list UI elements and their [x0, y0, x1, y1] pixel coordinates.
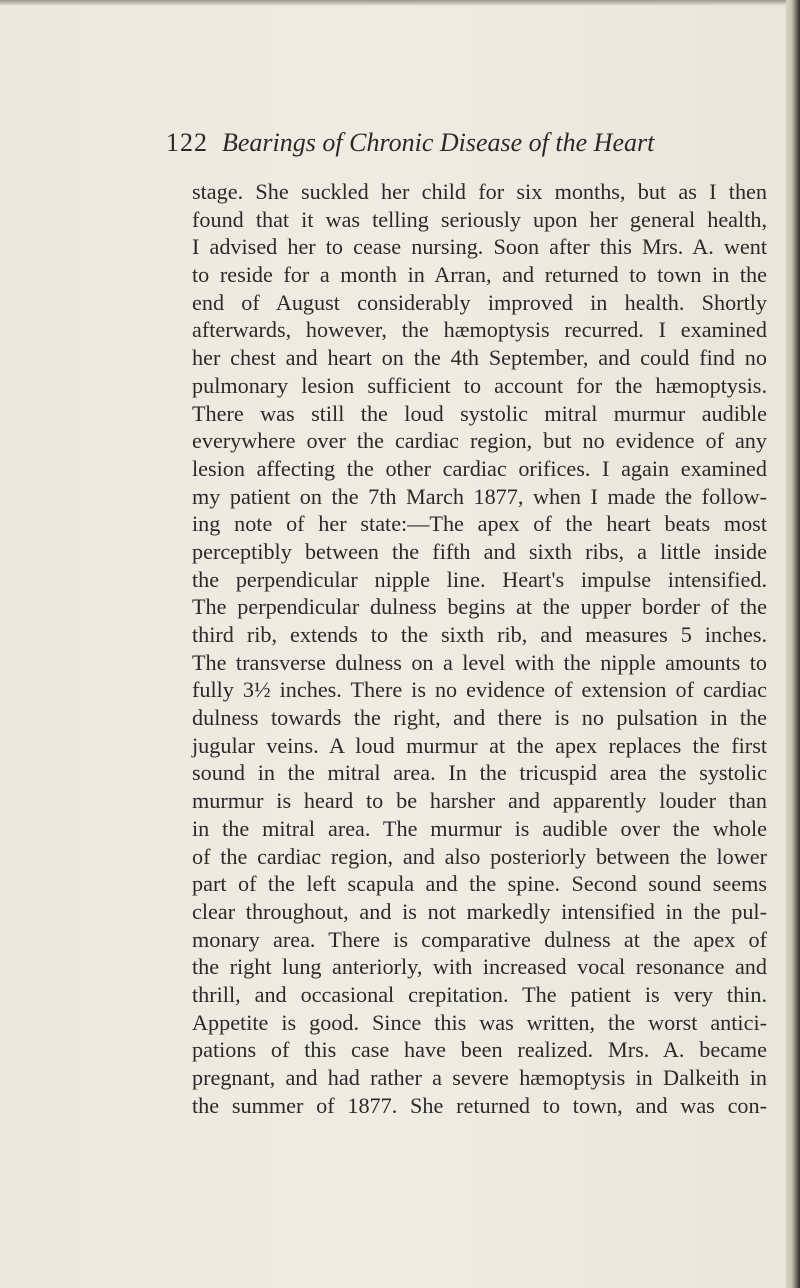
text-line: lesion affecting the other cardiac orifices. I again examined — [192, 455, 767, 481]
text-line: murmur is heard to be harsher and apparently louder than — [192, 788, 767, 814]
text-line: jugular veins. A loud murmur at the apex replaces the first — [192, 732, 767, 758]
text-line: There was still the loud systolic mitral murmur audible — [192, 400, 767, 426]
text-line: end of August considerably improved in health. Shortly — [192, 289, 767, 315]
text-line: her chest and heart on the 4th September, and could find no — [192, 345, 767, 371]
text-line: to reside for a month in Arran, and returned to town in the — [192, 262, 767, 288]
running-head: Bearings of Chronic Disease of the Heart — [222, 128, 655, 157]
page-top-shadow — [0, 0, 800, 6]
text-line: afterwards, however, the hæmoptysis recurred. I examined — [192, 317, 767, 343]
text-line: The perpendicular dulness begins at the upper border of the — [192, 594, 767, 620]
text-line: pregnant, and had rather a severe hæmoptysis in Dalkeith in — [192, 1065, 767, 1090]
text-line: my patient on the 7th March 1877, when I made the follow- — [192, 483, 767, 509]
text-line: stage. She suckled her child for six months, but as I then — [192, 179, 767, 204]
text-line: dulness towards the right, and there is no pulsation in the — [192, 705, 767, 731]
text-line: perceptibly between the fifth and sixth ribs, a little inside — [192, 538, 767, 564]
text-line: third rib, extends to the sixth rib, and measures 5 inches. — [192, 622, 767, 647]
page-number: 122 — [166, 128, 208, 157]
text-line: Appetite is good. Since this was written, the worst antici- — [192, 1009, 767, 1035]
text-line: everywhere over the cardiac region, but no evidence of any — [192, 428, 767, 454]
text-line: ing note of her state:—The apex of the heart beats most — [192, 511, 767, 537]
body-text — [192, 178, 767, 1119]
text-line: pulmonary lesion sufficient to account for the hæmoptysis. — [192, 372, 767, 398]
text-line: pations of this case have been realized. Mrs. A. became — [192, 1037, 767, 1063]
text-line: clear throughout, and is not markedly intensified in the pul- — [192, 898, 767, 924]
text-line: the summer of 1877. She returned to town, and was con- — [192, 1092, 767, 1118]
text-line: thrill, and occasional crepitation. The patient is very thin. — [192, 981, 767, 1007]
text-line: the perpendicular nipple line. Heart's impulse intensified. — [192, 566, 767, 592]
text-line: found that it was telling seriously upon her general health, — [192, 206, 767, 232]
text-line: sound in the mitral area. In the tricuspid area the systolic — [192, 760, 767, 786]
text-line: part of the left scapula and the spine. Second sound seems — [192, 871, 767, 897]
text-line: the right lung anteriorly, with increased vocal resonance and — [192, 954, 767, 980]
text-line: I advised her to cease nursing. Soon after this Mrs. A. went — [192, 234, 767, 260]
text-line: of the cardiac region, and also posteriorly between the lower — [192, 843, 767, 869]
text-line: in the mitral area. The murmur is audible over the whole — [192, 815, 767, 841]
page-header — [166, 128, 766, 168]
text-line: fully 3½ inches. There is no evidence of extension of cardiac — [192, 677, 767, 703]
text-line: monary area. There is comparative dulness at the apex of — [192, 926, 767, 952]
page-edge-binding — [786, 0, 800, 1288]
text-line: The transverse dulness on a level with the nipple amounts to — [192, 649, 767, 675]
